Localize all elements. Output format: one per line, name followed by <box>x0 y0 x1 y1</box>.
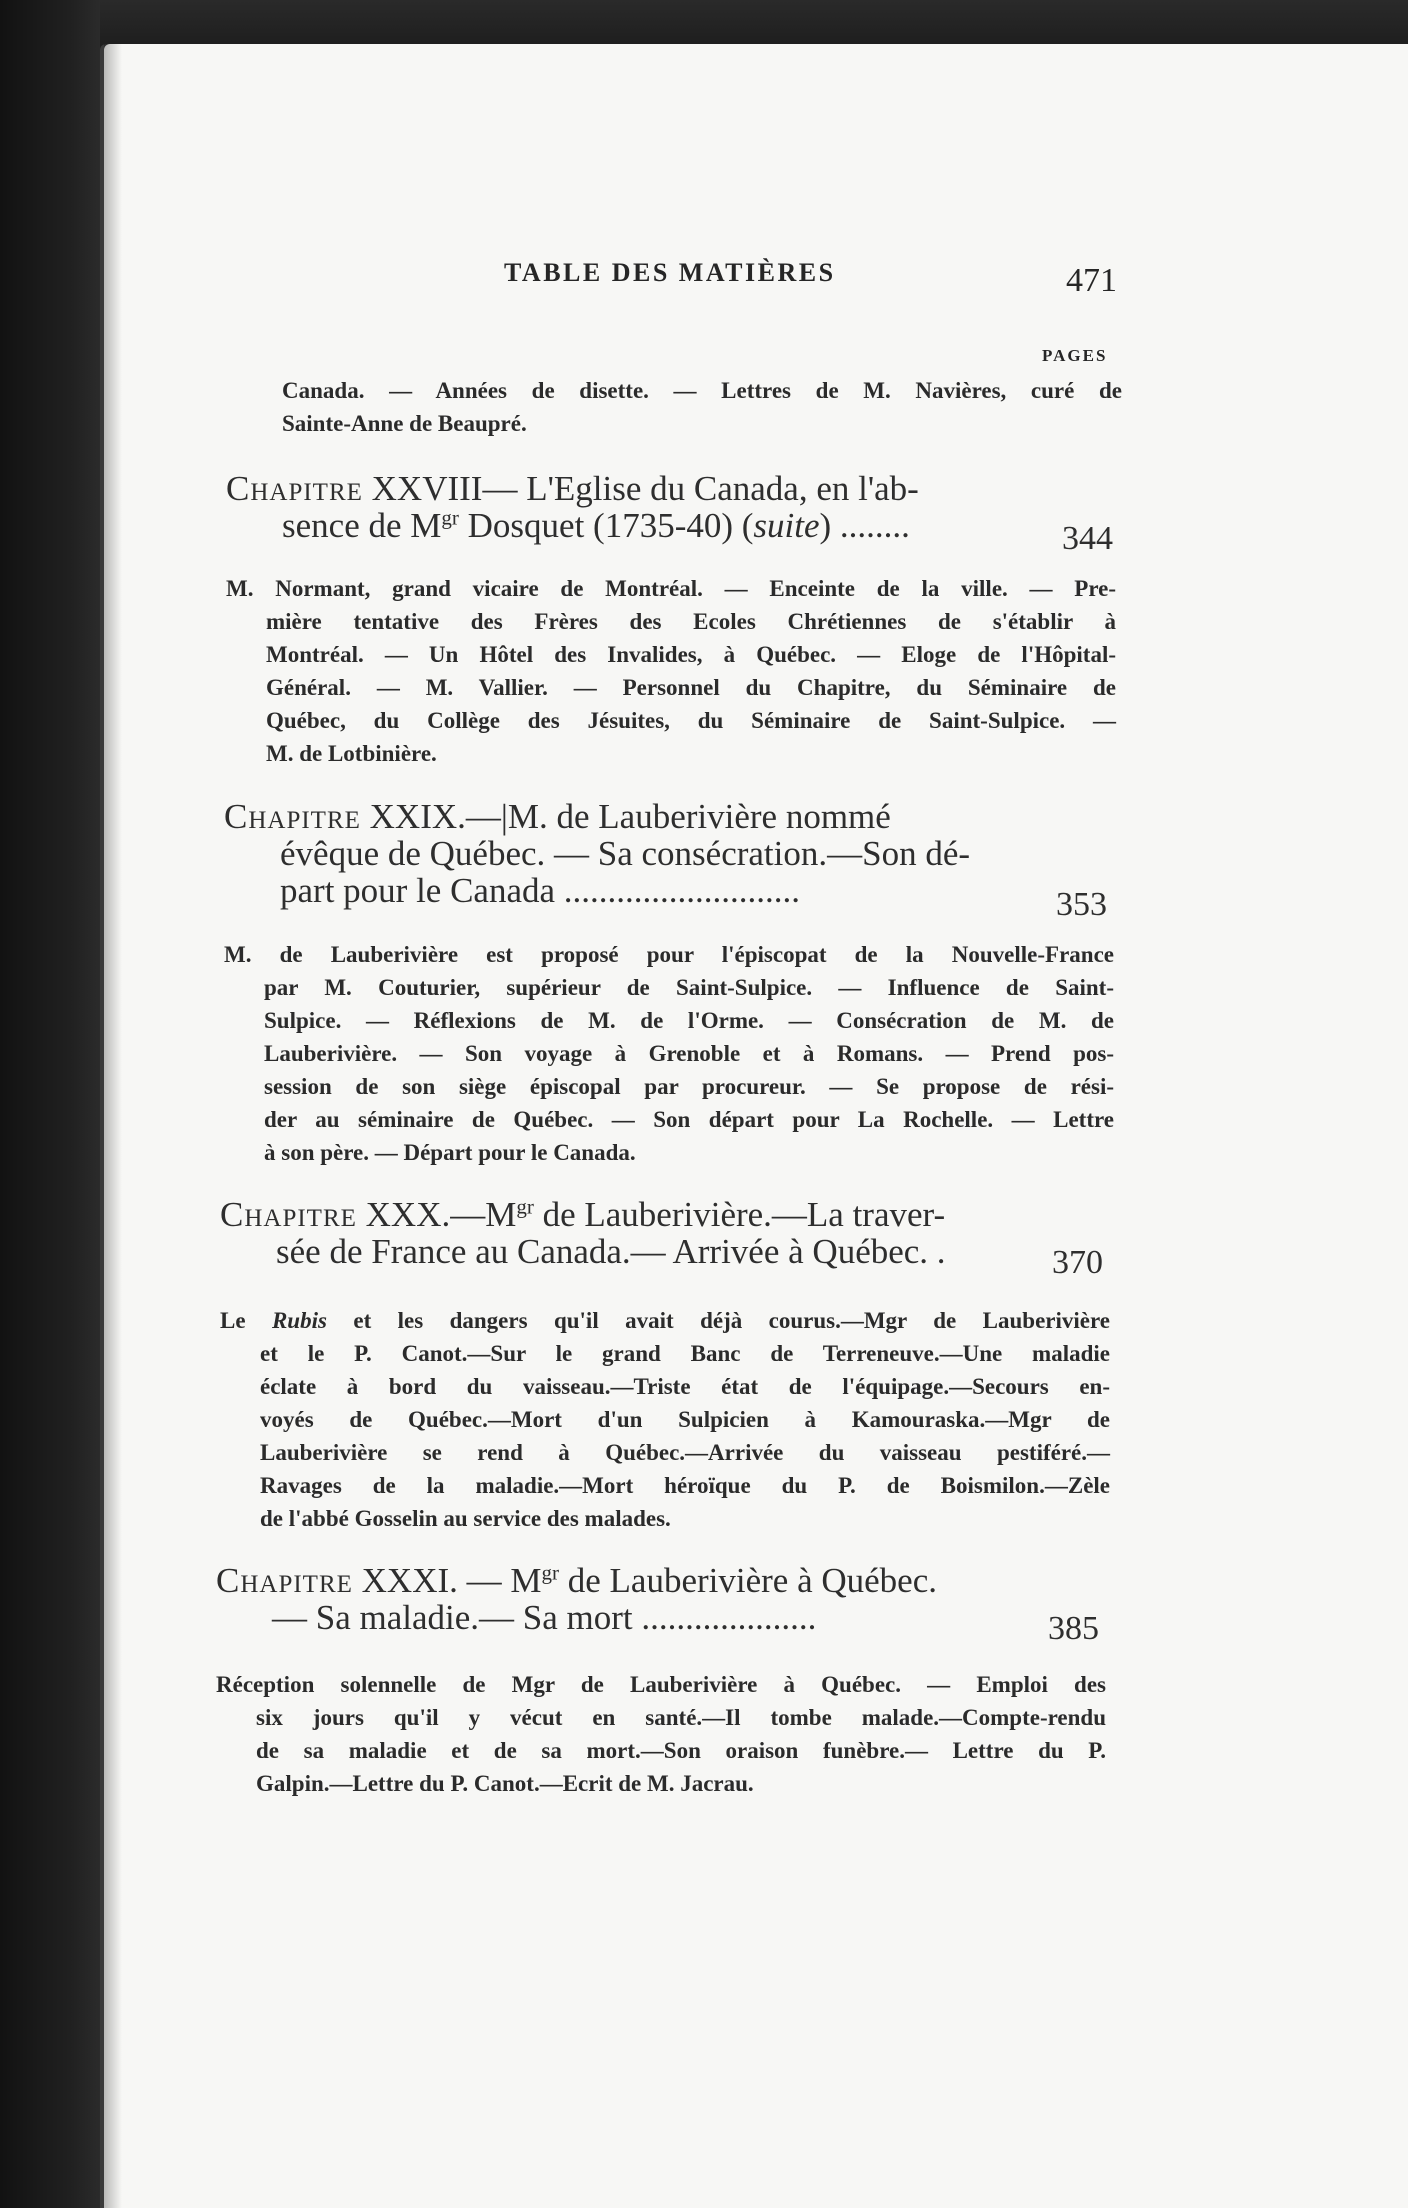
chapter-heading-31 <box>216 1560 1116 1647</box>
summary-text: et les dangers qu'il avait déjà courus.—Mgr de Lauberivière <box>326 1308 1110 1333</box>
chapter-page-number: 370 <box>1052 1244 1103 1281</box>
summary-line: der au séminaire de Québec. — Son départ pour La Rochelle. — Lettre <box>264 1107 1114 1132</box>
summary-line: M. Normant, grand vicaire de Montréal. — Enceinte de la ville. — Pre- <box>226 576 1116 601</box>
summary-italic-ship: Rubis <box>271 1308 327 1333</box>
summary-line: Montréal. — Un Hôtel des Invalides, à Québec. — Eloge de l'Hôpital- <box>266 642 1116 667</box>
summary-line: éclate à bord du vaisseau.—Triste état de l'équipage.—Secours en- <box>260 1374 1110 1399</box>
chapter-page-number: 344 <box>1062 520 1113 557</box>
summary-line: Ravages de la maladie.—Mort héroïque du P. de Boismilon.—Zèle <box>260 1473 1110 1498</box>
summary-line: M. de Lauberivière est proposé pour l'épiscopat de la Nouvelle-France <box>224 942 1114 967</box>
chapter-title-part: — Sa maladie.— Sa mort .................... <box>272 1598 817 1637</box>
intro-summary <box>282 374 1122 440</box>
summary-line: de l'abbé Gosselin au service des malades. <box>260 1506 671 1531</box>
chapter-title-part: Dosquet (1735-40) ( <box>458 506 754 545</box>
chapter-title-part: .—M <box>441 1195 517 1234</box>
chapter-title-part: de Lauberivière à Québec. <box>559 1561 937 1600</box>
chapter-heading-29 <box>224 797 1124 923</box>
chapter-title-superscript: gr <box>441 505 459 530</box>
summary-line: de sa maladie et de sa mort.—Son oraison funèbre.— Lettre du P. <box>256 1738 1106 1763</box>
page-gutter-shadow <box>104 44 122 2208</box>
summary-line: Galpin.—Lettre du P. Canot.—Ecrit de M. Jacrau. <box>256 1771 754 1796</box>
chapter-title-part: . — M <box>449 1561 542 1600</box>
summary-line: mière tentative des Frères des Ecoles Chrétiennes de s'établir à <box>266 609 1116 634</box>
scan-book-spine <box>0 0 100 2208</box>
chapter-summary-31 <box>216 1668 1106 1800</box>
chapter-page-number: 385 <box>1048 1610 1099 1647</box>
chapter-label: Chapitre <box>216 1561 353 1600</box>
chapter-label: Chapitre <box>220 1195 357 1234</box>
chapter-numeral: XXX <box>365 1195 442 1234</box>
chapter-label: Chapitre <box>224 797 361 836</box>
summary-text: Le <box>220 1308 272 1333</box>
page-number: 471 <box>1066 262 1117 299</box>
summary-line: à son père. — Départ pour le Canada. <box>264 1140 636 1165</box>
chapter-title-part: de Lauberivière.—La traver- <box>533 1195 946 1234</box>
chapter-numeral: XXIX <box>369 797 458 836</box>
summary-line: Canada. — Années de disette. — Lettres de M. Navières, curé de <box>282 378 1122 403</box>
summary-line: Réception solennelle de Mgr de Lauberivière à Québec. — Emploi des <box>216 1672 1106 1697</box>
summary-line: Lauberivière. — Son voyage à Grenoble et à Romans. — Prend pos- <box>264 1041 1114 1066</box>
summary-line: Général. — M. Vallier. — Personnel du Chapitre, du Séminaire de <box>266 675 1116 700</box>
chapter-title-part: évêque de Québec. — Sa consécration.—Son dé- <box>280 834 971 873</box>
summary-line: M. de Lotbinière. <box>266 741 437 766</box>
summary-line: Québec, du Collège des Jésuites, du Séminaire de Saint-Sulpice. — <box>266 708 1116 733</box>
summary-line: par M. Couturier, supérieur de Saint-Sulpice. — Influence de Saint- <box>264 975 1114 1000</box>
summary-line: Sulpice. — Réflexions de M. de l'Orme. — Consécration de M. de <box>264 1008 1114 1033</box>
summary-line: et le P. Canot.—Sur le grand Banc de Terreneuve.—Une maladie <box>260 1341 1110 1366</box>
chapter-title-part: sée de France au Canada.— Arrivée à Québec. . <box>276 1232 946 1271</box>
chapter-label: Chapitre <box>226 469 363 508</box>
chapter-title-part: ) ........ <box>819 506 910 545</box>
chapter-heading-28 <box>226 469 1126 557</box>
summary-line: Lauberivière se rend à Québec.—Arrivée du vaisseau pestiféré.— <box>260 1440 1110 1465</box>
summary-line: six jours qu'il y vécut en santé.—Il tombe malade.—Compte-rendu <box>256 1705 1106 1730</box>
chapter-title-superscript: gr <box>516 1194 534 1219</box>
chapter-title-part: .—|M. de Lauberivière nommé <box>457 797 891 836</box>
chapter-title-part: — L'Eglise du Canada, en l'ab- <box>482 469 919 508</box>
chapter-title-italic: suite <box>753 506 820 545</box>
chapter-heading-30 <box>220 1194 1120 1281</box>
chapter-summary-29 <box>224 938 1114 1169</box>
pages-column-label: PAGES <box>1042 346 1108 365</box>
chapter-title-part: part pour le Canada ........................... <box>280 871 801 910</box>
chapter-numeral: XXVIII <box>371 469 483 508</box>
chapter-title-part: sence de M <box>282 506 442 545</box>
chapter-title-superscript: gr <box>541 1560 560 1585</box>
chapter-page-number: 353 <box>1056 886 1107 923</box>
chapter-summary-30 <box>220 1304 1110 1535</box>
summary-line: session de son siège épiscopal par procureur. — Se propose de rési- <box>264 1074 1114 1099</box>
chapter-summary-28 <box>226 572 1116 770</box>
chapter-numeral: XXXI <box>361 1561 450 1600</box>
summary-line: Sainte-Anne de Beaupré. <box>282 411 527 436</box>
summary-line: voyés de Québec.—Mort d'un Sulpicien à Kamouraska.—Mgr de <box>260 1407 1110 1432</box>
running-title: TABLE DES MATIÈRES <box>504 258 836 287</box>
